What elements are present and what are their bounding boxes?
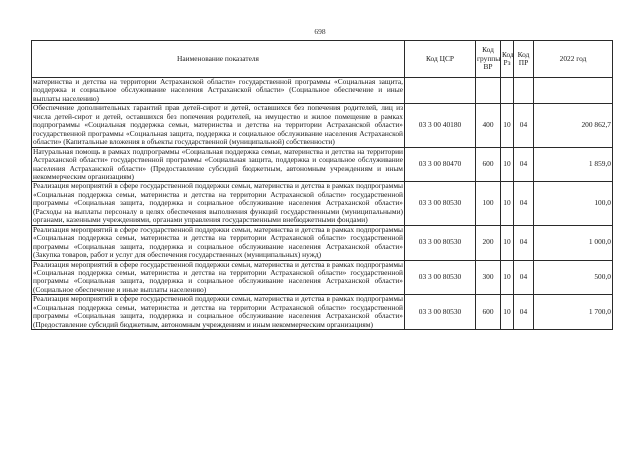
row-rz: 10 [501, 104, 514, 147]
row-rz: 10 [501, 260, 514, 295]
row-name: Реализация мероприятий в сфере государственной поддержки семьи, материнства и детства в рамках подпрограммы «Социальная поддержка семьи, материнства и детства на территории Астраханской области» государственной программы «Социальная защита, поддержка и социальное обслуживание населения Астраханской области» (Закупка товаров, работ и услуг для обеспечения государственных (муниципальных) нужд) [33, 224, 403, 260]
row-pr: 04 [514, 260, 534, 295]
row-name: Обеспечение дополнительных гарантий прав детей-сирот и детей, оставшихся без попечения родителей, лиц из числа детей-сирот и детей, оставшихся без попечения родителей, на имущество и жилое помещение в рамках подпрограммы «Социальная поддержка семьи, материнства и детства на территории Астраханской области» государственной программы «Социальная защита, поддержка и социальное обслуживание населения Астраханской области» (Капитальные вложения в объекты государственной (муниципальной) собственности) [33, 103, 403, 147]
table-row [32, 260, 613, 295]
row-pr: 04 [514, 225, 534, 260]
row-csr: 03 3 00 40180 [405, 104, 476, 147]
table-header-row [32, 41, 613, 78]
row-vr: 600 [476, 147, 501, 182]
row-csr: 03 3 00 80530 [405, 260, 476, 295]
row-rz [501, 78, 514, 104]
row-rz: 10 [501, 295, 514, 330]
row-amount: 1 000,0 [534, 225, 613, 260]
header-year: 2022 год [534, 41, 613, 78]
row-amount [534, 78, 613, 104]
row-csr: 03 3 00 80470 [405, 147, 476, 182]
row-name: материнства и детства на территории Астраханской области» государственной программы «Социальная защита, поддержка и социальное обслуживание населения Астраханской области» (Социальное обеспечение и иные выплаты населению) [33, 77, 403, 103]
table-row [32, 295, 613, 330]
row-vr: 200 [476, 225, 501, 260]
header-pr: Код ПР [514, 41, 534, 78]
row-pr [514, 78, 534, 104]
header-name: Наименование показателя [32, 41, 405, 78]
row-rz: 10 [501, 225, 514, 260]
row-pr: 04 [514, 147, 534, 182]
header-csr: Код ЦСР [405, 41, 476, 78]
row-csr [405, 78, 476, 104]
row-pr: 04 [514, 295, 534, 330]
header-vr: Код группы ВР [476, 41, 501, 78]
table-row [32, 147, 613, 182]
row-csr: 03 3 00 80530 [405, 225, 476, 260]
row-amount: 500,0 [534, 260, 613, 295]
table-row [32, 104, 613, 147]
budget-table [31, 40, 613, 330]
row-name: Натуральная помощь в рамках подпрограммы «Социальная поддержка семьи, материнства и детства на территории Астраханской области» государственной программы «Социальная защита, поддержка и социальное обслуживание населения Астраханской области» (Предоставление субсидий бюджетным, автономным учреждениям и иным некоммерческим организациям) [33, 146, 403, 181]
row-csr: 03 3 00 80530 [405, 182, 476, 225]
row-name: Реализация мероприятий в сфере государственной поддержки семьи, материнства и детства в рамках подпрограммы «Социальная поддержка семьи, материнства и детства на территории Астраханской области» государственной программы «Социальная защита, поддержка и социальное обслуживание населения Астраханской области» (Предоставление субсидий бюджетным, автономным учреждениям и иным некоммерческим организациям) [33, 294, 403, 329]
row-vr: 100 [476, 182, 501, 225]
row-amount: 1 700,0 [534, 295, 613, 330]
row-amount: 200 862,7 [534, 104, 613, 147]
row-vr: 600 [476, 295, 501, 330]
row-rz: 10 [501, 182, 514, 225]
row-vr: 400 [476, 104, 501, 147]
header-rz: Код Рз [501, 41, 514, 78]
row-amount: 100,0 [534, 182, 613, 225]
page-number: 698 [314, 27, 326, 36]
row-csr: 03 3 00 80530 [405, 295, 476, 330]
table-row [32, 182, 613, 225]
row-pr: 04 [514, 104, 534, 147]
row-pr: 04 [514, 182, 534, 225]
row-vr [476, 78, 501, 104]
row-name: Реализация мероприятий в сфере государственной поддержки семьи, материнства и детства в рамках подпрограммы «Социальная поддержка семьи, материнства и детства на территории Астраханской области» государственной программы «Социальная защита, поддержка и социальное обслуживание населения Астраханской области» (Расходы на выплаты персоналу в целях обеспечения выполнения функций государственными (муниципальными) органами, казенными учреждениями, органами управления государственными внебюджетными фондами) [33, 181, 403, 225]
row-amount: 1 859,0 [534, 147, 613, 182]
row-vr: 300 [476, 260, 501, 295]
table-row [32, 78, 613, 104]
row-rz: 10 [501, 147, 514, 182]
row-name: Реализация мероприятий в сфере государственной поддержки семьи, материнства и детства в рамках подпрограммы «Социальная поддержка семьи, материнства и детства на территории Астраханской области» государственной программы «Социальная защита, поддержка и социальное обслуживание населения Астраханской области» (Социальное обеспечение и иные выплаты населению) [33, 259, 403, 294]
table-row [32, 225, 613, 260]
